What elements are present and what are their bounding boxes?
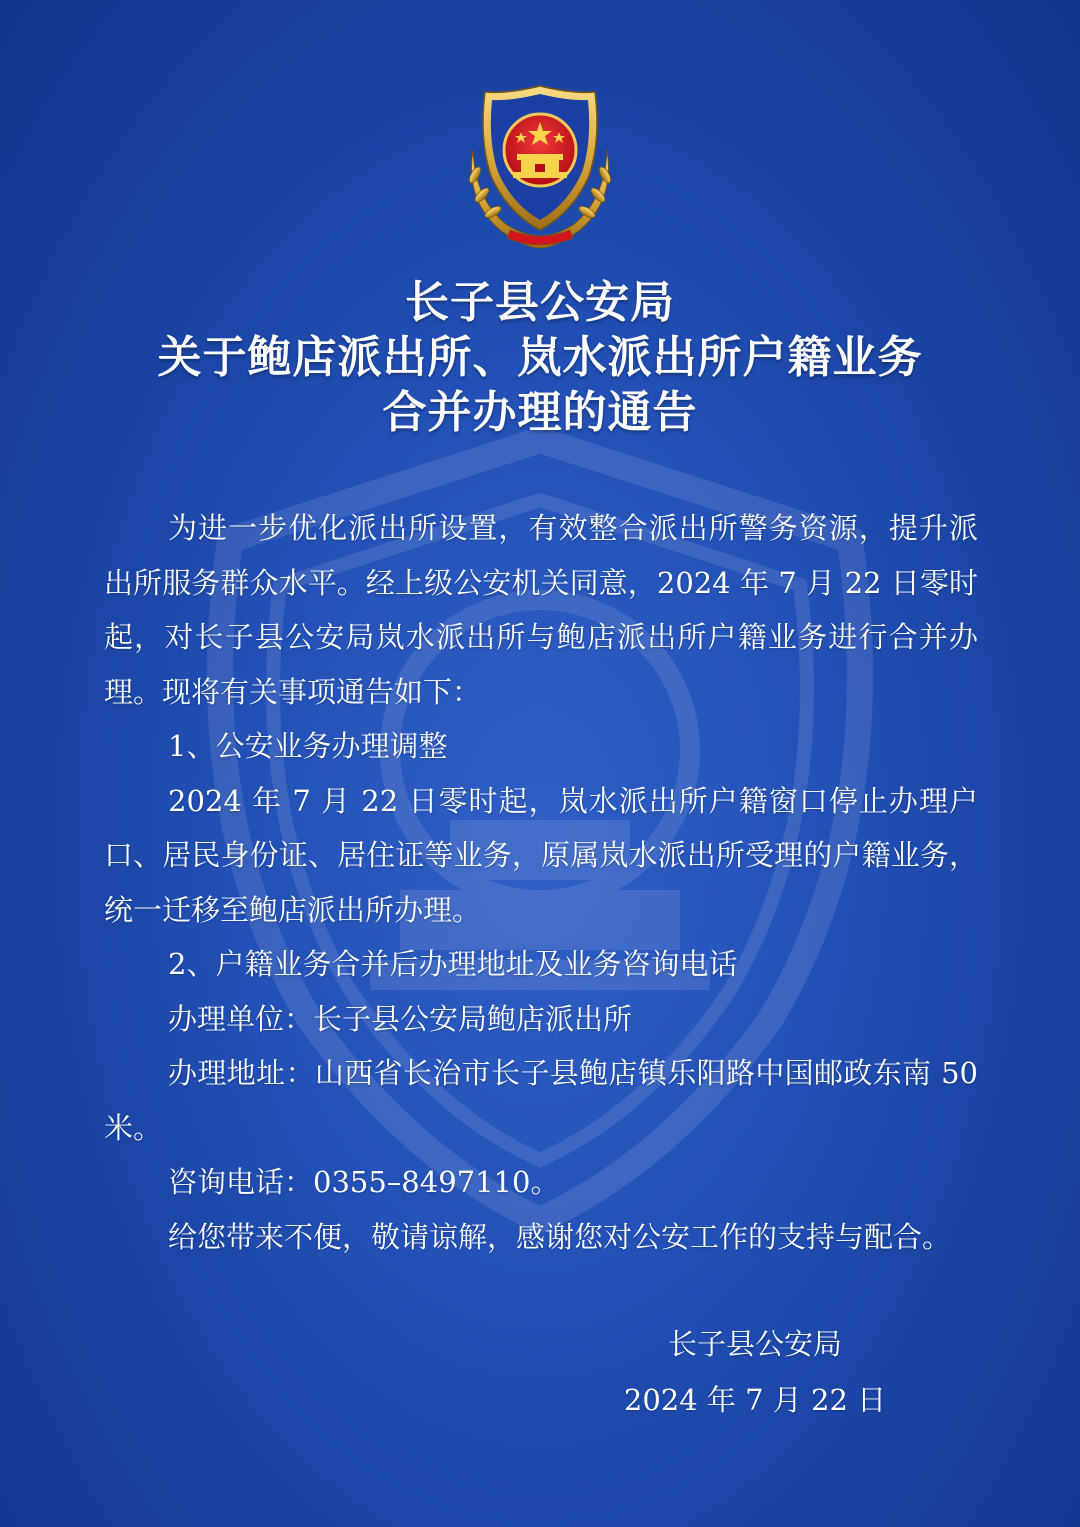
police-emblem-icon — [455, 80, 625, 255]
title-line-3: 合并办理的通告 — [382, 387, 698, 438]
title-line-1: 长子县公安局 — [405, 277, 675, 328]
section-2-heading: 2、户籍业务合并后办理地址及业务咨询电话 — [168, 947, 738, 981]
notice-body — [104, 501, 978, 1264]
signature-org: 长子县公安局 — [667, 1327, 842, 1361]
consult-phone: 咨询电话：0355–8497110。 — [168, 1165, 560, 1199]
intro-paragraph: 为进一步优化派出所设置，有效整合派出所警务资源，提升派出所服务群众水平。经上级公安机关同意，2024 年 7 月 22 日零时起，对长子县公安局岚水派出所与鲍店派出所户籍业务进行合并办理。现将有关事项通告如下： — [104, 511, 978, 709]
section-1-heading: 1、公安业务办理调整 — [168, 729, 448, 763]
section-1-paragraph: 2024 年 7 月 22 日零时起，岚水派出所户籍窗口停止办理户口、居民身份证、居住证等业务，原属岚水派出所受理的户籍业务，统一迁移至鲍店派出所办理。 — [104, 783, 978, 927]
signature-date: 2024 年 7 月 22 日 — [623, 1383, 887, 1417]
notice-title — [0, 275, 1080, 440]
signature-block — [620, 1316, 890, 1428]
title-line-2: 关于鲍店派出所、岚水派出所户籍业务 — [157, 332, 923, 383]
closing-paragraph: 给您带来不便，敬请谅解，感谢您对公安工作的支持与配合。 — [168, 1219, 952, 1254]
office-unit: 办理单位：长子县公安局鲍店派出所 — [168, 1001, 633, 1036]
office-address: 办理地址：山西省长治市长子县鲍店镇乐阳路中国邮政东南 50 米。 — [104, 1056, 978, 1145]
